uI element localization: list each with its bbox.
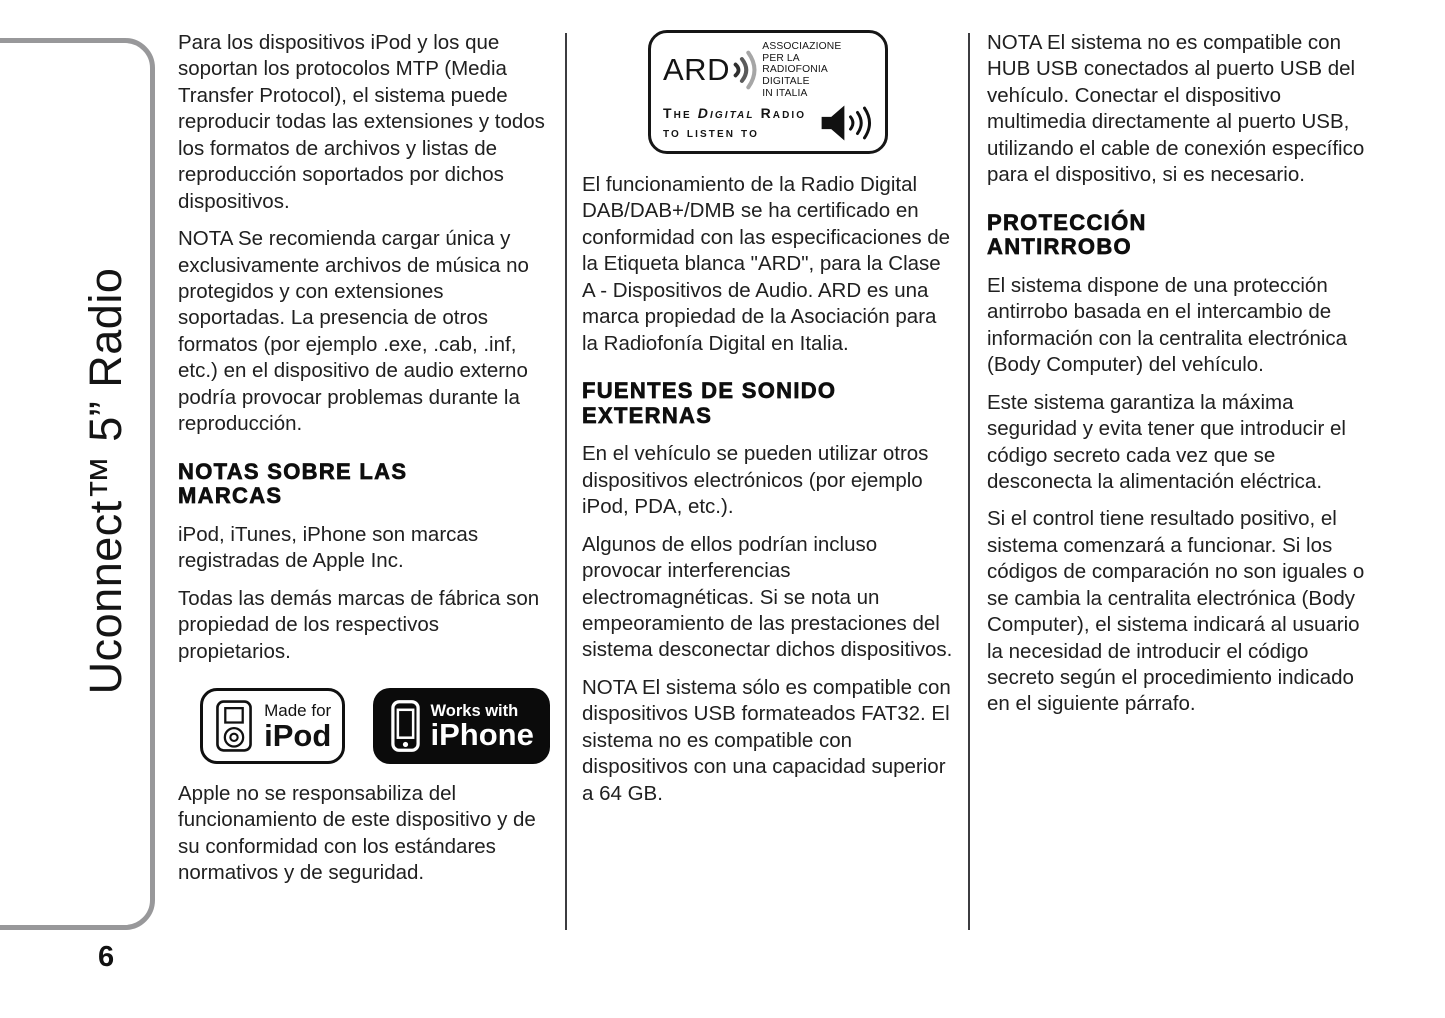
chapter-title-vertical: Uconnect™ 5” Radio bbox=[80, 267, 131, 695]
ard-tagline-line-1: The Digital Radio bbox=[663, 105, 807, 122]
ard-assoc-line: IN ITALIA bbox=[762, 87, 808, 99]
paragraph: iPod, iTunes, iPhone son marcas registradas de Apple Inc. bbox=[178, 522, 479, 573]
column-divider bbox=[968, 33, 970, 930]
paragraph: El sistema dispone de una protección antirrobo basada en el intercambio de información con la centralita electrónica (Body Computer) del vehículo. bbox=[987, 273, 1348, 377]
ard-sound-waves-icon bbox=[731, 47, 758, 93]
heading-line: ANTIRROBO bbox=[987, 234, 1132, 260]
ard-assoc-line: ASSOCIAZIONE bbox=[762, 41, 842, 52]
column-divider bbox=[565, 33, 567, 930]
heading-line: PROTECCIÓN bbox=[987, 209, 1147, 235]
text-column-3 bbox=[987, 30, 1365, 729]
paragraph: Este sistema garantiza la máxima seguridad y evita tener que introducir el código secreto cada vez que se desconecta la alimentación eléctrica. bbox=[987, 390, 1346, 493]
paragraph: NOTA El sistema sólo es compatible con dispositivos USB formateados FAT32. El sistema no es compatible con dispositivos con una capacidad superior a 64 GB. bbox=[582, 675, 951, 805]
ard-logo-text: ARD bbox=[663, 52, 730, 88]
badge-text bbox=[264, 700, 332, 753]
paragraph: En el vehículo se pueden utilizar otros dispositivos electrónicos (por ejemplo iPod, PDA, etc.). bbox=[582, 442, 929, 519]
ard-association-text bbox=[762, 41, 875, 100]
page-number: 6 bbox=[98, 941, 115, 973]
ard-assoc-line: RADIOFONIA DIGITALE bbox=[762, 64, 828, 88]
text-column-1 bbox=[178, 30, 550, 898]
paragraph: Algunos de ellos podrían incluso provocar interferencias electromagnéticas. Si se nota un empeoramiento de las prestaciones del sistema desconectar dichos dispositivos. bbox=[582, 532, 953, 662]
paragraph: Todas las demás marcas de fábrica son propiedad de los respectivos propietarios. bbox=[178, 586, 540, 663]
paragraph: NOTA El sistema no es compatible con HUB USB conectados al puerto USB del vehículo. Conectar el dispositivo multimedia directamente al puerto USB, utilizando el cable de conexión específico para el dispositivo, si es necesario. bbox=[987, 31, 1365, 187]
section-heading-fuentes-de-sonido-externas bbox=[582, 379, 954, 428]
iphone-icon bbox=[390, 699, 421, 753]
ipod-icon bbox=[214, 699, 254, 753]
badge-line-2: iPhone bbox=[430, 716, 534, 752]
paragraph: Para los dispositivos iPod y los que soportan los protocolos MTP (Media Transfer Protocol), el sistema puede reproducir todas las extensiones y todos los formatos de archivos y listas de reproducción soportados por dichos dispositivos. bbox=[178, 31, 545, 213]
ard-tagline-row bbox=[663, 100, 875, 146]
text-column-2 bbox=[582, 30, 954, 818]
made-for-ipod-badge bbox=[200, 688, 345, 764]
section-heading-notas-sobre-las-marcas bbox=[178, 460, 550, 509]
heading-line: NOTAS SOBRE LAS bbox=[178, 458, 408, 484]
paragraph: Apple no se responsabiliza del funcionamiento de este dispositivo y de su conformidad con los estándares normativos y de seguridad. bbox=[178, 782, 536, 885]
speaker-icon bbox=[819, 100, 875, 146]
heading-line: FUENTES DE SONIDO bbox=[582, 378, 837, 404]
paragraph: Si el control tiene resultado positivo, el sistema comenzará a funcionar. Si los códigos de comparación no son iguales o se cambia la centralita electrónica (Body Computer), el sistema indicará al usuario la necesidad de introducir el código secreto según el procedimiento indicado en el siguiente párrafo. bbox=[987, 507, 1365, 716]
ard-logo-row bbox=[663, 41, 875, 100]
apple-badges bbox=[200, 688, 550, 764]
ard-tagline bbox=[663, 104, 806, 140]
paragraph: El funcionamiento de la Radio Digital DAB/DAB+/DMB se ha certificado en conformidad con las especificaciones de la Etiqueta blanca "ARD", para la Clase A - Dispositivos de Audio. ARD es una marca propiedad de la Asociación para la Radiofonía Digital en Italia. bbox=[582, 173, 951, 355]
heading-line: EXTERNAS bbox=[582, 402, 713, 428]
ard-tagline-line-2: to listen to bbox=[663, 123, 759, 140]
ard-certification-logo bbox=[648, 30, 888, 154]
section-heading-proteccion-antirrobo bbox=[987, 211, 1365, 260]
ard-assoc-line: PER LA bbox=[762, 52, 800, 64]
badge-line-1: Works with bbox=[430, 701, 519, 720]
heading-line: MARCAS bbox=[178, 483, 283, 509]
badge-line-1: Made for bbox=[264, 700, 332, 720]
paragraph: NOTA Se recomienda cargar única y exclusivamente archivos de música no protegidos y con extensiones soportadas. La presencia de otros formatos (por ejemplo .exe, .cab, .inf, etc.) en el dispositivo de audio externo podría provocar problemas durante la reproducción. bbox=[178, 227, 529, 436]
works-with-iphone-badge bbox=[373, 688, 550, 764]
badge-line-2: iPod bbox=[264, 717, 332, 753]
badge-text bbox=[431, 702, 534, 751]
